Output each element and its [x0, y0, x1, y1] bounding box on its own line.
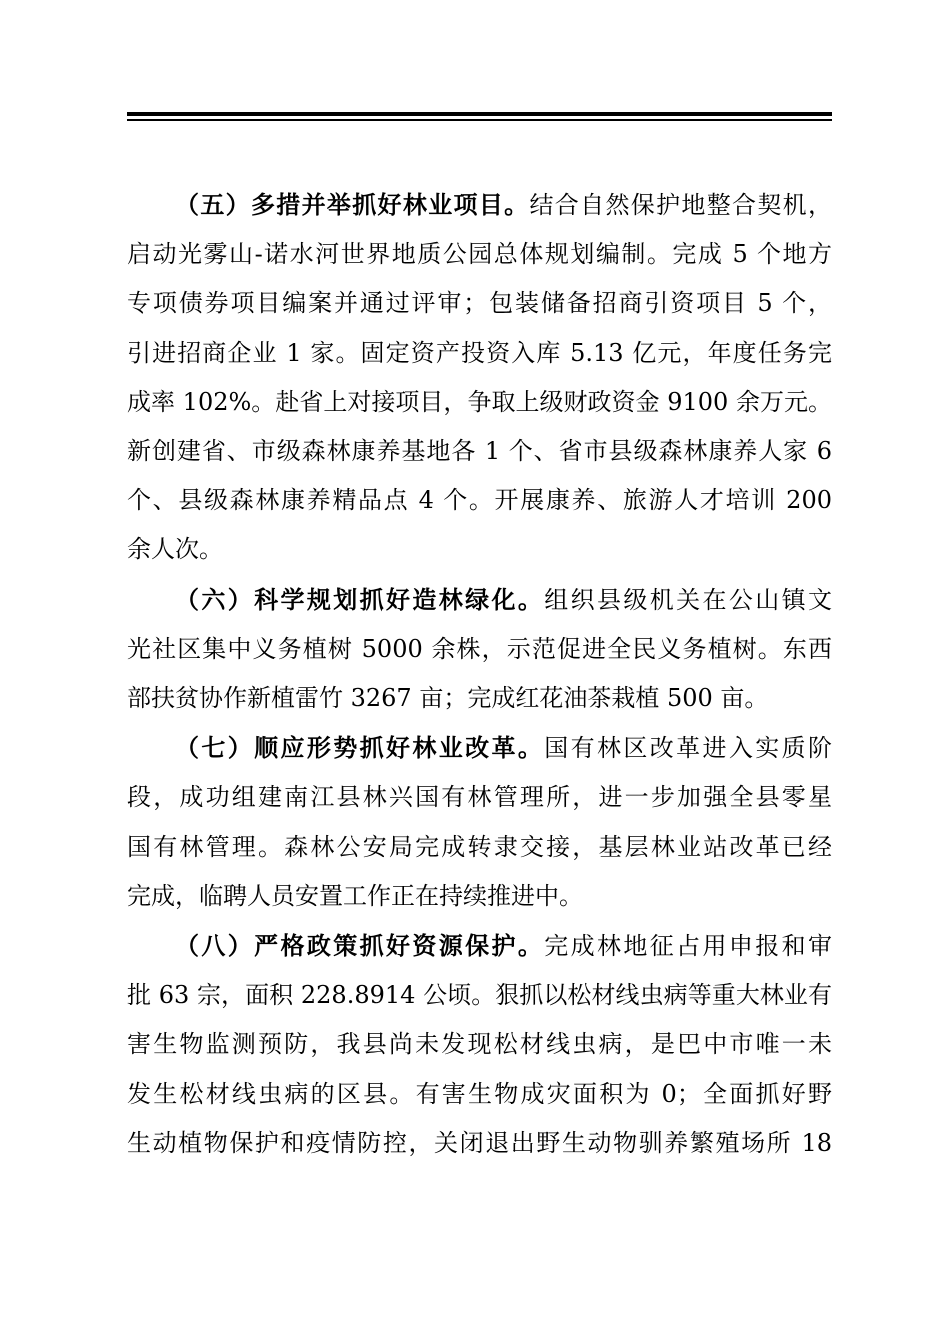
paragraph-line: 专项债券项目编案并通过评审；包装储备招商引资项目 5 个， [127, 289, 832, 318]
paragraph-line: 成率 102%。赴省上对接项目，争取上级财政资金 9100 余万元。 [127, 387, 832, 416]
paragraph-line: 部扶贫协作新植雷竹 3267 亩；完成红花油茶栽植 500 亩。 [127, 684, 769, 713]
paragraph-six [127, 575, 832, 724]
paragraph-line: 引进招商企业 1 家。固定资产投资入库 5.13 亿元，年度任务完 [127, 338, 832, 367]
paragraph-line: 余人次。 [127, 535, 223, 564]
paragraph-heading: （七）顺应形势抓好林业改革。 [175, 733, 545, 763]
paragraph-line: 启动光雾山-诺水河世界地质公园总体规划编制。完成 5 个地方 [127, 240, 832, 269]
paragraph-line: 完成，临聘人员安置工作正在持续推进中。 [127, 881, 583, 910]
paragraph-line: 新创建省、市级森林康养基地各 1 个、省市县级森林康养人家 6 [127, 437, 832, 466]
document-body [127, 180, 832, 1168]
paragraph-line: 段，成功组建南江县林兴国有林管理所，进一步加强全县零星 [127, 783, 832, 812]
paragraph-line: 害生物监测预防，我县尚未发现松材线虫病，是巴中市唯一未 [127, 1030, 832, 1059]
header-rule-thin [127, 119, 832, 121]
paragraph-line: 国有林管理。森林公安局完成转隶交接，基层林业站改革已经 [127, 832, 832, 861]
paragraph-heading: （五）多措并举抓好林业项目。 [175, 190, 530, 219]
paragraph-line: 国有林区改革进入实质阶 [544, 734, 832, 763]
paragraph-line: 组织县级机关在公山镇文 [544, 585, 832, 614]
paragraph-eight [127, 921, 832, 1168]
paragraph-heading: （六）科学规划抓好造林绿化。 [175, 584, 545, 614]
paragraph-line: 发生松材线虫病的区县。有害生物成灾面积为 0；全面抓好野 [127, 1079, 832, 1108]
paragraph-line: 个、县级森林康养精品点 4 个。开展康养、旅游人才培训 200 [127, 486, 832, 515]
paragraph-seven [127, 723, 832, 921]
paragraph-line: 生动植物保护和疫情防控，关闭退出野生动物驯养繁殖场所 18 [127, 1128, 832, 1157]
paragraph-heading: （八）严格政策抓好资源保护。 [175, 931, 545, 961]
paragraph-line: 完成林地征占用申报和审 [544, 932, 832, 961]
paragraph-five [127, 180, 832, 575]
header-rule-thick [127, 112, 832, 116]
paragraph-line: 结合自然保护地整合契机， [529, 191, 833, 219]
paragraph-line: 批 63 宗，面积 228.8914 公顷。狠抓以松材线虫病等重大林业有 [127, 981, 832, 1010]
paragraph-line: 光社区集中义务植树 5000 余株，示范促进全民义务植树。东西 [127, 634, 832, 663]
